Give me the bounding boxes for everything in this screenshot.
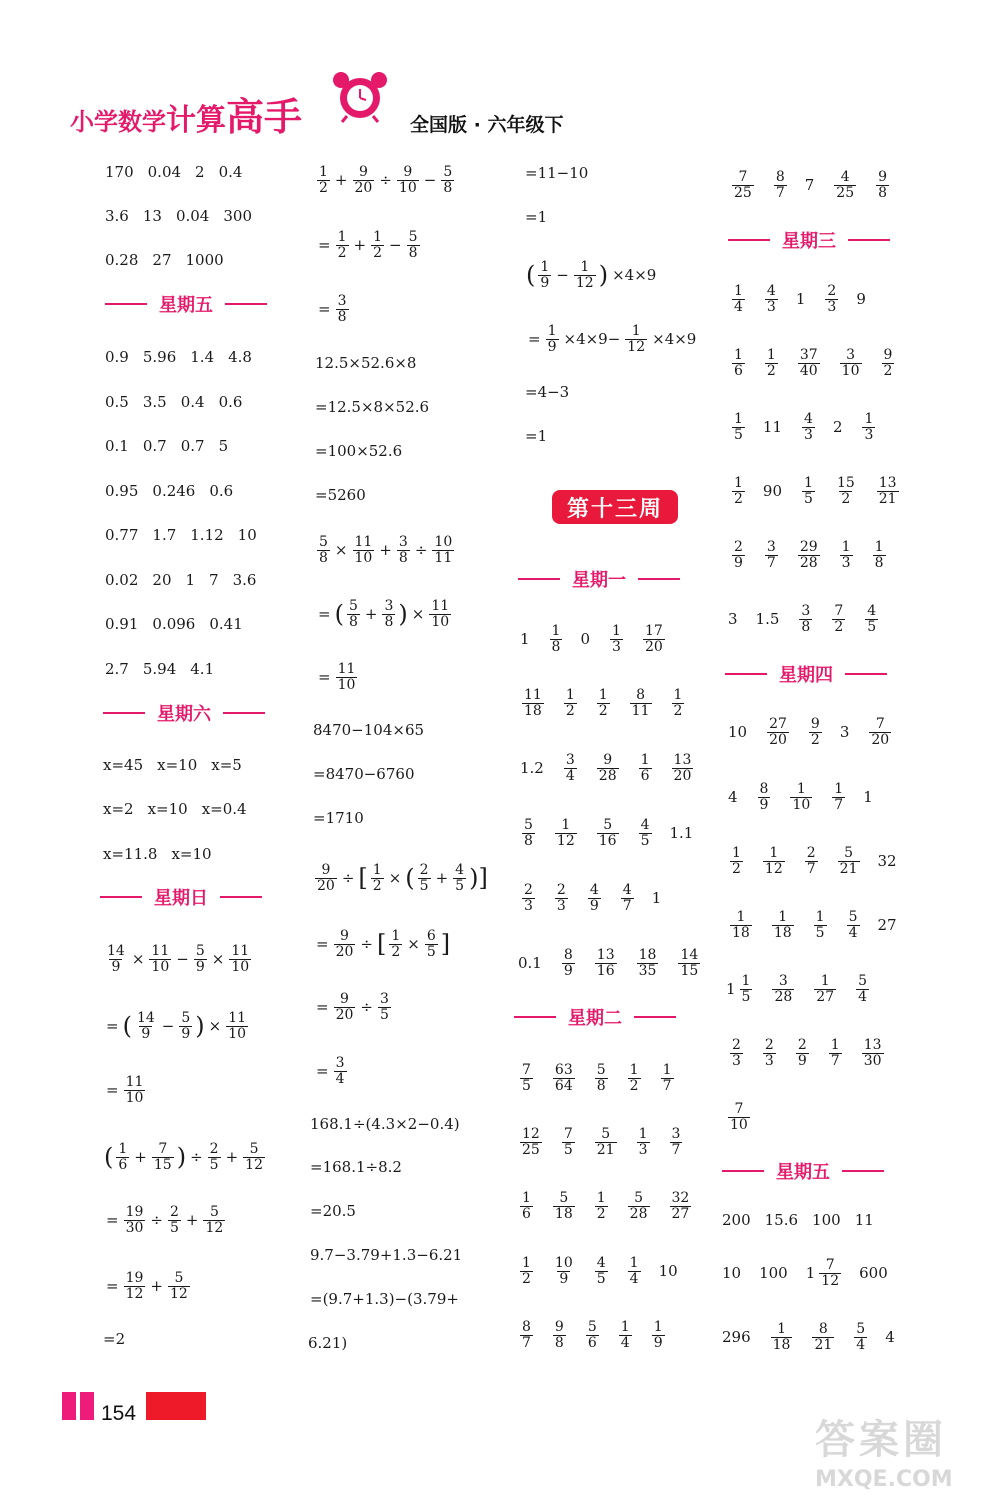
expression: $\frac{14}{9}$ × $\frac{11}{10}$ − $\frac{5}{9}$ × $\frac{11}{10}$ [107,942,250,975]
answer: 200 [722,1211,751,1229]
answer: 20 [152,571,172,589]
expression: ( $\frac{1}{9}$ − $\frac{1}{12}$ ) ×4×9 [526,258,657,291]
answer: 0.04 [175,207,210,225]
expression: =4−3 [525,383,570,401]
answer: 1000 [185,251,224,269]
expression: = ( $\frac{14}{9}$ − $\frac{5}{9}$ ) × $\frac{11}{10}$ [106,1009,247,1042]
day-heading-sun [100,884,262,910]
expression: =(9.7+1.3)−(3.79+ [310,1290,459,1308]
answer: 7 [209,571,219,589]
answer-row: $\frac{1}{2}$ 90 $\frac{1}{5}$ $\frac{15}{2}$ $\frac{13}{21}$ [734,474,897,507]
answer: 1.4 [190,348,215,366]
answer: 27 [152,251,172,269]
answer: 4.8 [228,348,252,366]
answer: 5.96 [142,348,177,366]
day-label: 星期六 [157,704,211,725]
expression: = $\frac{19}{30}$ ÷ $\frac{2}{5}$ + $\frac{5}{12}$ [106,1203,224,1236]
answer: 0.7 [180,437,205,455]
answer-row [105,652,228,686]
answer-row: 10 $\frac{27}{20}$ $\frac{9}{2}$ 3 $\frac{7}{20}$ [728,715,890,748]
answer: 2 [195,163,205,181]
answer: 5.94 [142,660,177,678]
answer-row [105,243,238,277]
title-part1: 小学数学 [70,108,166,136]
answer: 0.6 [209,482,234,500]
answer-row [105,199,266,233]
answer-row [105,340,266,374]
expression: $\frac{5}{8}$ × $\frac{11}{10}$ + $\frac{3}{8}$ ÷ $\frac{10}{11}$ [319,533,453,566]
answer: 1.7 [152,526,177,544]
answer: 0.1 [105,437,129,455]
expression: = $\frac{1}{9}$ ×4×9− $\frac{1}{12}$ ×4×9 [528,322,697,355]
answer-row: $\frac{7}{10}$ [730,1100,748,1133]
book-title [70,86,302,141]
expression: =5260 [315,486,366,504]
expression: = $\frac{1}{2}$ + $\frac{1}{2}$ − $\frac{5}{8}$ [318,228,418,261]
answer: 1 [185,571,196,589]
expression: =168.1÷8.2 [310,1158,402,1176]
answer-row: 4 $\frac{8}{9}$ $\frac{1}{10}$ $\frac{1}{7}$ 1 [728,780,873,813]
edition-label: 全国版 · 六年级下 [410,114,564,136]
answer: x=10 [171,845,212,863]
answer-row: $\frac{5}{8}$ $\frac{1}{12}$ $\frac{5}{16}$ $\frac{4}{5}$ 1.1 [524,816,694,849]
answer-row: 1 $\frac{1}{8}$ 0 $\frac{1}{3}$ $\frac{17}{20}$ [520,622,663,655]
answer-row: 296 $\frac{1}{18}$ $\frac{8}{21}$ $\frac{5}{4}$ 4 [722,1320,895,1353]
answer-row: $\frac{1}{2}$ $\frac{1}{12}$ $\frac{2}{7}$ $\frac{5}{21}$ 32 [732,844,897,877]
day-label: 星期三 [782,231,836,252]
expression: 9.7−3.79+1.3−6.21 [310,1246,463,1264]
answer-row: $\frac{8}{7}$ $\frac{9}{8}$ $\frac{5}{6}$ $\frac{1}{4}$ $\frac{1}{9}$ [522,1318,663,1351]
answer: x=45 [103,756,144,774]
day-label: 星期四 [779,665,833,686]
expression: =20.5 [310,1202,356,1220]
answer-row: $\frac{1}{5}$ 11 $\frac{4}{3}$ 2 $\frac{1}{3}$ [734,410,874,443]
answer-row: $\frac{1}{2}$ $\frac{10}{9}$ $\frac{4}{5}$ $\frac{1}{4}$ 10 [522,1254,678,1287]
answer: 3.6 [105,207,129,225]
answer-row [722,1203,888,1237]
answer-row: $\frac{7}{25}$ $\frac{8}{7}$ 7 $\frac{4}{25}$ $\frac{9}{8}$ [734,168,888,201]
answer-row [105,155,256,189]
day-heading-fri [105,291,267,317]
expression: ( $\frac{1}{6}$ + $\frac{7}{15}$ ) ÷ $\frac{2}{5}$ + $\frac{5}{12}$ [104,1140,263,1173]
answer: 0.04 [147,163,182,181]
answer: 4.1 [190,660,215,678]
day-heading-wed [728,227,890,253]
answer-row [105,385,256,419]
expression: =8470−6760 [313,765,415,783]
answer-row: $\frac{7}{5}$ $\frac{63}{64}$ $\frac{5}{8}$ $\frac{1}{2}$ $\frac{1}{7}$ [522,1061,672,1094]
expression: = $\frac{9}{20}$ ÷ [ $\frac{1}{2}$ × $\frac{6}{5}$ ] [316,927,451,960]
day-label: 星期日 [154,888,208,909]
answer-row [105,607,257,641]
answer: 0.6 [218,393,243,411]
expression: =1710 [313,809,364,827]
answer-row: $\frac{12}{25}$ $\frac{7}{5}$ $\frac{5}{21}$ $\frac{1}{3}$ $\frac{3}{7}$ [522,1125,681,1158]
day-label: 星期二 [568,1008,622,1029]
answer: x=2 [103,800,134,818]
answer: 0.95 [105,482,139,500]
answer: 13 [142,207,162,225]
day-heading-mon [518,566,680,592]
answer: 0.4 [180,393,205,411]
expression: = ( $\frac{5}{8}$ + $\frac{3}{8}$ ) × $\frac{11}{10}$ [318,597,450,630]
alarm-clock-logo-icon [325,62,395,124]
answer: 0.9 [105,348,129,366]
title-part2: 计算 [166,103,226,138]
answer: 0.28 [105,251,139,269]
answer: x=10 [157,756,198,774]
answer: 0.77 [105,526,139,544]
answer: 170 [105,163,134,181]
expression: = $\frac{3}{8}$ [318,292,347,325]
answer-row: $\frac{1}{18}$ $\frac{1}{18}$ $\frac{1}{5}$ $\frac{5}{4}$ 27 [732,908,897,941]
expression: 6.21) [308,1334,348,1352]
title-part3: 高手 [226,95,303,139]
expression: = $\frac{11}{10}$ [318,660,356,693]
day-label: 星期五 [776,1162,830,1183]
answer-row: 1.2 $\frac{3}{4}$ $\frac{9}{28}$ $\frac{1}{6}$ $\frac{13}{20}$ [520,751,692,784]
answer: 2.7 [105,660,129,678]
answer-row: $\frac{1}{4}$ $\frac{4}{3}$ 1 $\frac{2}{3}$ 9 [734,282,866,315]
expression: =11−10 [525,164,589,182]
answer: 10 [237,526,257,544]
answer-row: 1 $\frac{1}{5}$ $\frac{3}{28}$ $\frac{1}{27}$ $\frac{5}{4}$ [726,972,868,1005]
watermark [815,1408,953,1492]
answer: 0.41 [209,615,243,633]
answer-row [103,792,261,826]
answer-row [103,837,226,871]
answer-row [105,474,247,508]
answer: 15.6 [764,1211,799,1229]
expression: 8470−104×65 [313,721,425,739]
answer: x=0.4 [201,800,247,818]
answer: x=11.8 [103,845,158,863]
answer: x=5 [211,756,242,774]
answer-row: $\frac{2}{9}$ $\frac{3}{7}$ $\frac{29}{28}$ $\frac{1}{3}$ $\frac{1}{8}$ [734,538,884,571]
page-number: 154 [101,1402,137,1425]
answer-row: $\frac{1}{6}$ $\frac{1}{2}$ $\frac{37}{40}$ $\frac{3}{10}$ $\frac{9}{2}$ [734,346,893,379]
answer-row [105,429,242,463]
answer: 1.12 [190,526,224,544]
answer: 0.91 [105,615,139,633]
answer: 100 [812,1211,841,1229]
answer: 0.5 [105,393,129,411]
answer: 3.5 [142,393,167,411]
day-heading-tue [514,1004,676,1030]
answer-row [105,518,271,552]
answer-row [103,748,256,782]
expression: =100×52.6 [315,442,403,460]
answer: 0.7 [142,437,167,455]
answer: 3.6 [232,571,257,589]
answer: x=10 [147,800,188,818]
answer-row: 10 100 1 $\frac{7}{12}$ 600 [722,1256,888,1289]
expression: = $\frac{3}{4}$ [316,1054,345,1087]
page-marker-bar [80,1392,94,1420]
answer: 5 [218,437,229,455]
expression: =1 [525,427,548,445]
expression: 168.1÷(4.3×2−0.4) [310,1115,460,1133]
expression: $\frac{1}{2}$ + $\frac{9}{20}$ ÷ $\frac{9}{10}$ − $\frac{5}{8}$ [319,163,453,196]
expression: 12.5×52.6×8 [315,354,417,372]
answer-row: 0.1 $\frac{8}{9}$ $\frac{13}{16}$ $\frac{18}{35}$ $\frac{14}{15}$ [518,946,699,979]
page-marker-block [146,1392,206,1420]
answer: 300 [223,207,252,225]
watermark-url: MXQE.COM [815,1467,953,1492]
answer-row: $\frac{2}{3}$ $\frac{2}{3}$ $\frac{4}{9}$ $\frac{4}{7}$ 1 [524,881,662,914]
day-label: 星期一 [572,570,626,591]
expression: = $\frac{19}{12}$ + $\frac{5}{12}$ [106,1269,188,1302]
answer: 0.246 [152,482,196,500]
answer-row: $\frac{1}{6}$ $\frac{5}{18}$ $\frac{1}{2}$ $\frac{5}{28}$ $\frac{32}{27}$ [522,1189,690,1222]
expression: =2 [103,1330,126,1348]
answer-row [105,563,270,597]
answer-row: $\frac{11}{18}$ $\frac{1}{2}$ $\frac{1}{2}$ $\frac{8}{11}$ $\frac{1}{2}$ [524,686,683,719]
day-heading-fri-2 [722,1158,884,1184]
day-heading-thu [725,661,887,687]
expression: = $\frac{11}{10}$ [106,1073,144,1106]
page-marker-bar [62,1392,76,1420]
watermark-text: 答案圈 [815,1417,947,1463]
day-heading-sat [103,700,265,726]
expression: =1 [525,208,548,226]
answer-row: 3 1.5 $\frac{3}{8}$ $\frac{7}{2}$ $\frac{4}{5}$ [728,602,877,635]
expression: $\frac{9}{20}$ ÷ [ $\frac{1}{2}$ × ( $\frac{2}{5}$ + $\frac{4}{5}$ )] [317,861,488,894]
answer: 11 [854,1211,874,1229]
expression: =12.5×8×52.6 [315,398,430,416]
answer: 0.02 [105,571,139,589]
answer: 0.4 [218,163,243,181]
answer: 0.096 [152,615,196,633]
week-13-badge: 第十三周 [552,490,678,524]
day-label: 星期五 [159,295,213,316]
expression: = $\frac{9}{20}$ ÷ $\frac{3}{5}$ [316,990,389,1023]
answer-row: $\frac{2}{3}$ $\frac{2}{3}$ $\frac{2}{9}$ $\frac{1}{7}$ $\frac{13}{30}$ [732,1036,882,1069]
